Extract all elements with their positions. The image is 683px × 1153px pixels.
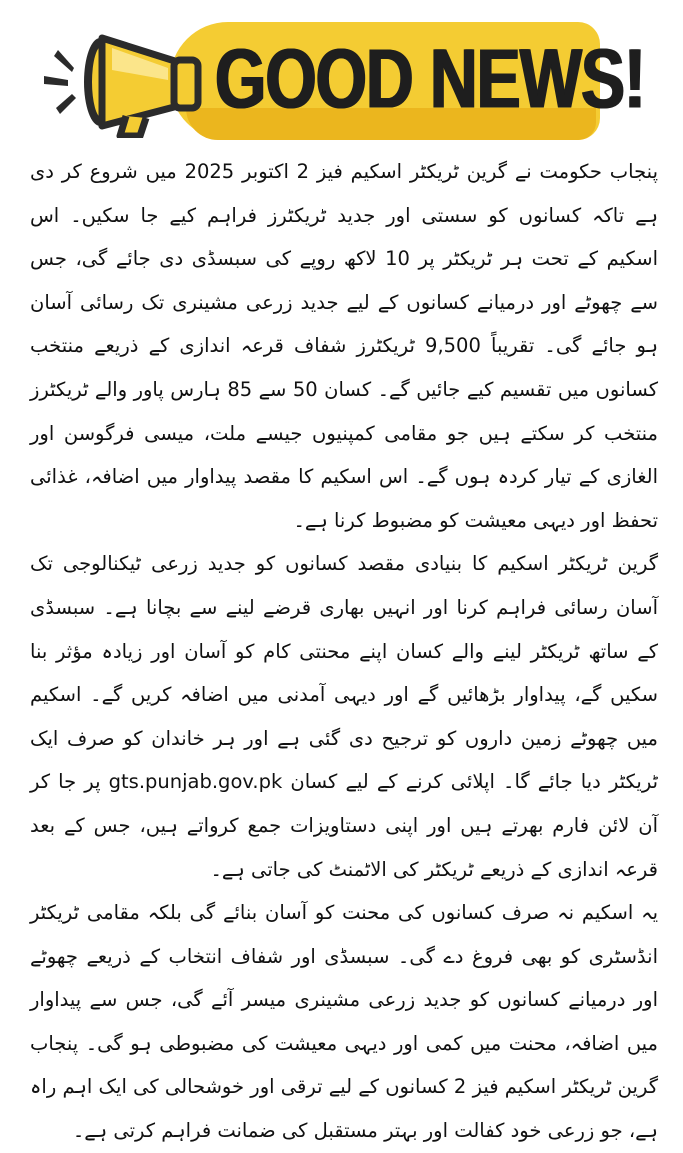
article-body [30,150,658,1153]
article-paragraph-2: گرین ٹریکٹر اسکیم کا بنیادی مقصد کسانوں کو جدید زرعی ٹیکنالوجی تک آسان رسائی فراہم کرنا اور انہیں بھاری قرضے لینے سے بچانا ہے۔ سبسڈی کے ساتھ ٹریکٹر لینے والے کسان اپنے محنتی کام کو آسان اور زیادہ مؤثر بنا سکیں گے، پیداوار بڑھائیں گے اور دیہی آمدنی میں اضافہ کریں گے۔ اسکیم میں چھوٹے زمین داروں کو ترجیح دی گئی ہے اور ہر خاندان کو صرف ایک ٹریکٹر دیا جائے گا۔ اپلائی کرنے کے لیے کسان gts.punjab.gov.pk پر جا کر آن لائن فارم بھرتے ہیں اور اپنی دستاویزات جمع کرواتے ہیں، جس کے بعد قرعہ اندازی کے ذریعے ٹریکٹر کی الاٹمنٹ کی جاتی ہے۔ [30,552,659,881]
article-paragraph-3: یہ اسکیم نہ صرف کسانوں کی محنت کو آسان بنائے گی بلکہ مقامی ٹریکٹر انڈسٹری کو بھی فروغ دے گی۔ سبسڈی اور شفاف انتخاب کے ذریعے چھوٹے اور درمیانے کسانوں کو جدید زرعی مشینری میسر آئے گی، جس سے پیداوار میں اضافہ، محنت میں کمی اور دیہی معیشت کی مضبوطی ہو گی۔ پنجاب گرین ٹریکٹر اسکیم فیز 2 کسانوں کے لیے ترقی اور خوشحالی کی ایک اہم راہ ہے، جو زرعی خود کفالت اور بہتر مستقبل کی ضمانت فراہم کرتی ہے۔ [30,901,658,1143]
good-news-banner [0,0,683,150]
banner-title: GOOD NEWS! [215,30,645,126]
megaphone-icon [28,8,208,138]
article-paragraph-1: پنجاب حکومت نے گرین ٹریکٹر اسکیم فیز 2 اکتوبر 2025 میں شروع کر دی ہے تاکہ کسانوں کو سستی اور جدید ٹریکٹرز فراہم کیے جا سکیں۔ اس اسکیم کے تحت ہر ٹریکٹر پر 10 لاکھ روپے کی سبسڈی دی جائے گی، جس سے چھوٹے اور درمیانے کسانوں کے لیے جدید زرعی مشینری تک رسائی آسان ہو جائے گی۔ تقریباً 9,500 ٹریکٹرز شفاف قرعہ اندازی کے ذریعے منتخب کسانوں میں تقسیم کیے جائیں گے۔ کسان 50 سے 85 ہارس پاور والے ٹریکٹرز منتخب کر سکتے ہیں جو مقامی کمپنیوں جیسے ملت، میسی فرگوسن اور الغازی کے تیار کردہ ہوں گے۔ اس اسکیم کا مقصد پیداوار میں اضافہ، غذائی تحفظ اور دیہی معیشت کو مضبوط کرنا ہے۔ [30,160,658,532]
